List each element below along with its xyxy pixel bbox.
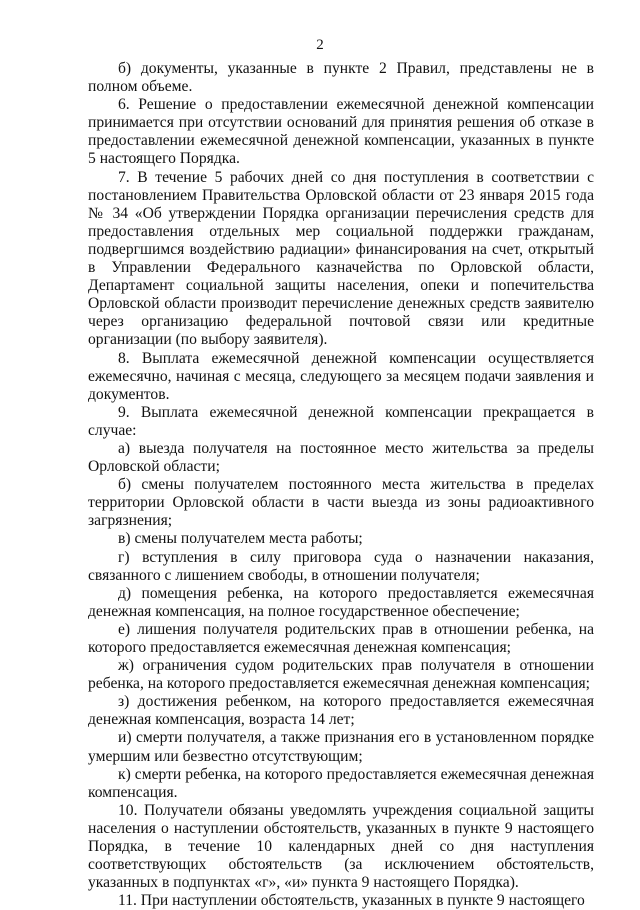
paragraph-9: 9. Выплата ежемесячной денежной компенсации прекращается в случае: [88,403,594,439]
paragraph-9-a: а) выезда получателя на постоянное место жительства за пределы Орловской области; [88,439,594,476]
paragraph-9-k: к) смерти ребенка, на которого предоставляется ежемесячная денежная компенсация. [88,765,594,801]
document-body [88,60,594,910]
paragraph-9-z: з) достижения ребенком, на которого предоставляется ежемесячная денежная компенсация, возраста 14 лет; [88,693,594,729]
page-number: 2 [316,37,324,53]
paragraph-9-e: е) лишения получателя родительских прав в отношении ребенка, на которого предоставляется ежемесячная денежная компенсация; [88,620,594,656]
paragraph-9-i: и) смерти получателя, а также признания его в установленном порядке умершим или безвестно отсутствующим; [88,729,594,765]
paragraph-9-v: в) смены получателем места работы; [118,530,363,548]
paragraph-9-b: б) смены получателем постоянного места жительства в пределах территории Орловской области в части выезда из зоны радиоактивного загрязнения; [88,476,594,530]
paragraph-7: 7. В течение 5 рабочих дней со дня поступления в соответствии с постановлением Правительства Орловской области от 23 января 2015 года № 34 «Об утверждении Порядка организации перечисления средств для предоставления отдельных мер социальной поддержки гражданам, подвергшимся воздействию радиации» финансирования на счет, открытый в Управлении Федерального казначейства по Орловской области, Департамент социальной защиты населения, опеки и попечительства Орловской области производит перечисление денежных средств заявителю через организацию федеральной почтовой связи или кредитные организации (по выбору заявителя). [88,168,594,349]
paragraph-11: 11. При наступлении обстоятельств, указанных в пункте 9 настоящего [118,892,585,910]
paragraph-6: 6. Решение о предоставлении ежемесячной денежной компенсации принимается при отсутствии оснований для принятия решения об отказе в предоставлении ежемесячной денежной компенсации, указанных в пункте 5 настоящего Порядка. [88,96,594,168]
paragraph-10: 10. Получатели обязаны уведомлять учреждения социальной защиты населения о наступлении обстоятельств, указанных в пункте 9 настоящего Порядка, в течение 10 календарных дней со дня наступления соответствующих обстоятельств (за исключением обстоятельств, указанных в подпунктах «г», «и» пункта 9 настоящего Порядка). [88,801,594,892]
paragraph-9-g: г) вступления в силу приговора суда о назначении наказания, связанного с лишением свободы, в отношении получателя; [88,548,594,584]
paragraph-9-d: д) помещения ребенка, на которого предоставляется ежемесячная денежная компенсация, на полное государственное обеспечение; [88,584,594,620]
paragraph-8: 8. Выплата ежемесячной денежной компенсации осуществляется ежемесячно, начиная с месяца, следующего за месяцем подачи заявления и документов. [88,349,594,403]
paragraph-b-documents: б) документы, указанные в пункте 2 Правил, представлены не в полном объеме. [88,60,594,96]
paragraph-9-zh: ж) ограничения судом родительских прав получателя в отношении ребенка, на которого предоставляется ежемесячная денежная компенсация; [88,657,594,693]
